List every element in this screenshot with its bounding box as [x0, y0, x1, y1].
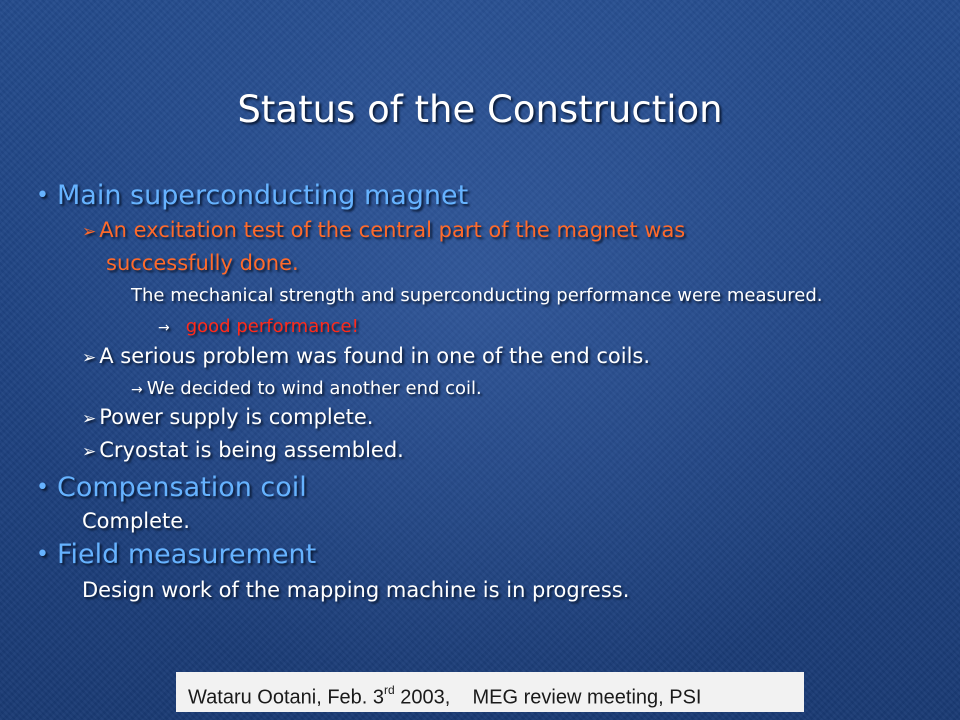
cryostat-line	[82, 438, 404, 462]
bullet-compensation-coil	[36, 472, 307, 503]
field-measurement-detail: Design work of the mapping machine is in progress.	[82, 578, 630, 602]
heading-compensation-coil: Compensation coil	[56, 472, 307, 503]
footer-superscript: rd	[384, 683, 395, 697]
right-arrow-icon: →	[158, 320, 170, 336]
footer-prefix: Wataru Ootani, Feb. 3	[188, 686, 385, 709]
arrowhead-bullet-icon: ➢	[82, 222, 97, 242]
excitation-test-text: An excitation test of the central part of the magnet was	[99, 218, 686, 242]
footer-credit	[176, 672, 804, 712]
decision-line	[131, 378, 482, 399]
excitation-test-line1	[82, 218, 685, 242]
heading-main-magnet: Main superconducting magnet	[56, 180, 469, 211]
performance-result-line	[158, 316, 359, 337]
heading-field-measurement: Field measurement	[56, 539, 317, 570]
excitation-test-line2: successfully done.	[106, 251, 299, 275]
power-supply-line	[82, 405, 373, 429]
bullet-dot: •	[36, 183, 49, 208]
arrowhead-bullet-icon: ➢	[82, 348, 97, 368]
strength-note: The mechanical strength and superconducting performance were measured.	[131, 285, 823, 306]
right-arrow-icon: →	[131, 382, 143, 398]
power-supply-text: Power supply is complete.	[99, 405, 374, 429]
cryostat-text: Cryostat is being assembled.	[99, 438, 404, 462]
bullet-dot: •	[36, 542, 49, 567]
footer-suffix: 2003, MEG review meeting, PSI	[394, 686, 702, 709]
problem-text: A serious problem was found in one of the end coils.	[99, 344, 651, 368]
arrowhead-bullet-icon: ➢	[82, 442, 97, 462]
bullet-dot: •	[36, 475, 49, 500]
bullet-main-magnet	[36, 180, 468, 211]
decision-text: We decided to wind another end coil.	[146, 378, 482, 399]
bullet-field-measurement	[36, 539, 316, 570]
arrowhead-bullet-icon: ➢	[82, 409, 97, 429]
compensation-coil-detail: Complete.	[82, 509, 190, 533]
performance-result: good performance!	[185, 316, 359, 337]
problem-line	[82, 344, 650, 368]
slide-title: Status of the Construction	[237, 88, 723, 131]
